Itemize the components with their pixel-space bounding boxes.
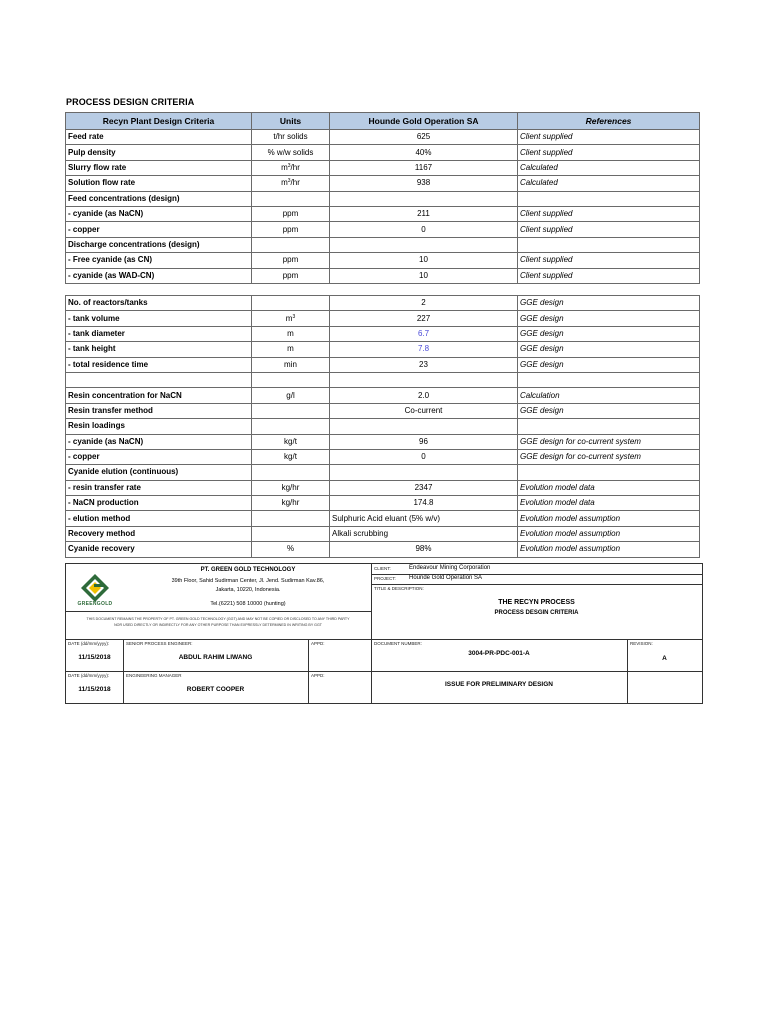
client-value: Endeavour Mining Corporation <box>409 565 491 571</box>
criteria-label: - copper <box>66 449 252 464</box>
issue-status: ISSUE FOR PRELIMINARY DESIGN <box>445 681 553 688</box>
units-superscript: 3 <box>287 178 291 185</box>
criteria-label: Pulp density <box>66 145 252 160</box>
table-row <box>66 542 700 557</box>
reference-cell: Evolution model assumption <box>518 511 700 526</box>
document-subtitle: PROCESS DESGIN CRITERIA <box>494 610 579 616</box>
reference-cell: GGE design <box>518 296 700 311</box>
criteria-label: - resin transfer rate <box>66 480 252 495</box>
company-telephone: Tel.(6221) 508 10000 (hunting) <box>210 601 286 607</box>
value-cell: 0 <box>330 222 518 237</box>
reference-cell <box>518 191 700 206</box>
reference-cell: GGE design <box>518 357 700 372</box>
property-notice-line-1: THIS DOCUMENT REMAINS THE PROPERTY OF PT. GREEN GOLD TECHNOLOGY (GGT) AND MAY NOT BE COPIED OR DISCLOSED TO ANY THIRD PARTY <box>86 617 350 621</box>
title-block <box>65 563 703 704</box>
table-row <box>66 372 700 387</box>
criteria-label: Slurry flow rate <box>66 160 252 175</box>
appd-label-2: APPD: <box>311 673 325 678</box>
units-cell: m <box>252 342 330 357</box>
design-criteria-table <box>65 112 700 284</box>
manager-label: ENGINEERING MANAGER <box>126 673 182 678</box>
table-row <box>66 419 700 434</box>
value-cell: 1167 <box>330 160 518 175</box>
units-cell <box>252 372 330 387</box>
units-cell: g/l <box>252 388 330 403</box>
project-label: PROJECT: <box>374 576 396 581</box>
reference-cell: Client supplied <box>518 253 700 268</box>
units-superscript: 3 <box>292 313 296 320</box>
units-cell <box>252 419 330 434</box>
value-cell <box>330 419 518 434</box>
value-cell: 211 <box>330 206 518 221</box>
reference-cell: GGE design <box>518 326 700 341</box>
table-row <box>66 160 700 175</box>
table-row <box>66 342 700 357</box>
address-line-1: 39th Floor, Sahid Sudirman Center, Jl. Jend. Sudirman Kav.86, <box>171 578 325 584</box>
revision-value: A <box>662 655 667 662</box>
criteria-label: Resin concentration for NaCN <box>66 388 252 403</box>
criteria-label: - Free cyanide (as CN) <box>66 253 252 268</box>
value-cell: 10 <box>330 268 518 283</box>
units-cell <box>252 403 330 418</box>
criteria-label: - total residence time <box>66 357 252 372</box>
criteria-label: - tank diameter <box>66 326 252 341</box>
units-base: m <box>281 178 288 188</box>
value-cell: Alkali scrubbing <box>330 526 518 541</box>
document-number-label: DOCUMENT NUMBER: <box>374 641 422 646</box>
units-cell <box>252 176 330 191</box>
value-cell: 7.8 <box>330 342 518 357</box>
reference-cell: Client supplied <box>518 268 700 283</box>
criteria-label: Cyanide elution (continuous) <box>66 465 252 480</box>
table-row <box>66 176 700 191</box>
table-row <box>66 388 700 403</box>
criteria-label: - cyanide (as WAD-CN) <box>66 268 252 283</box>
value-cell: 625 <box>330 130 518 145</box>
table-row <box>66 206 700 221</box>
value-cell: 98% <box>330 542 518 557</box>
criteria-label: - NaCN production <box>66 496 252 511</box>
reference-cell: Evolution model data <box>518 480 700 495</box>
reference-cell: Evolution model assumption <box>518 526 700 541</box>
document-title: THE RECYN PROCESS <box>498 599 575 606</box>
date-value-1: 11/15/2018 <box>78 654 111 661</box>
value-cell: Co-current <box>330 403 518 418</box>
units-cell <box>252 296 330 311</box>
reference-cell: Client supplied <box>518 130 700 145</box>
units-cell <box>252 465 330 480</box>
reference-cell: Calculated <box>518 160 700 175</box>
units-cell: % <box>252 542 330 557</box>
value-cell: 10 <box>330 253 518 268</box>
table-row <box>66 496 700 511</box>
reference-cell: Client supplied <box>518 145 700 160</box>
address-line-2: Jakarta, 10220, Indonesia. <box>215 587 281 593</box>
units-cell: ppm <box>252 206 330 221</box>
table-row <box>66 511 700 526</box>
units-cell: m <box>252 326 330 341</box>
engineer-name: ABDUL RAHIM LIWANG <box>178 654 253 661</box>
value-cell: 6.7 <box>330 326 518 341</box>
value-cell <box>330 372 518 387</box>
table-row <box>66 191 700 206</box>
criteria-label: Feed concentrations (design) <box>66 191 252 206</box>
units-cell <box>252 526 330 541</box>
reference-cell <box>518 372 700 387</box>
value-cell <box>330 237 518 252</box>
criteria-label: Resin loadings <box>66 419 252 434</box>
page-title: PROCESS DESIGN CRITERIA <box>66 97 195 107</box>
reference-cell: GGE design for co-current system <box>518 449 700 464</box>
criteria-label: - cyanide (as NaCN) <box>66 434 252 449</box>
table-row <box>66 237 700 252</box>
criteria-label: - copper <box>66 222 252 237</box>
criteria-label: Resin transfer method <box>66 403 252 418</box>
reference-cell: Client supplied <box>518 222 700 237</box>
reference-cell: Evolution model assumption <box>518 542 700 557</box>
units-cell: min <box>252 357 330 372</box>
table-row <box>66 222 700 237</box>
date-label-1: DATE (dd/mm/yyyy): <box>68 641 110 646</box>
units-cell <box>252 237 330 252</box>
logo-text: GREENGOLD <box>77 601 113 607</box>
value-cell: Sulphuric Acid eluant (5% w/v) <box>330 511 518 526</box>
units-cell <box>252 191 330 206</box>
reference-cell <box>518 237 700 252</box>
value-cell: 2 <box>330 296 518 311</box>
units-cell: kg/t <box>252 434 330 449</box>
date-value-2: 11/15/2018 <box>78 686 111 693</box>
criteria-label: - elution method <box>66 511 252 526</box>
company-address <box>150 577 346 595</box>
table-row <box>66 296 700 311</box>
units-cell: ppm <box>252 222 330 237</box>
table-row <box>66 357 700 372</box>
date-label-2: DATE (dd/mm/yyyy): <box>68 673 110 678</box>
units-cell: kg/hr <box>252 496 330 511</box>
value-cell <box>330 191 518 206</box>
table-row <box>66 130 700 145</box>
reference-cell: GGE design <box>518 403 700 418</box>
units-cell: kg/hr <box>252 480 330 495</box>
value-cell: 938 <box>330 176 518 191</box>
units-cell: ppm <box>252 253 330 268</box>
property-notice-line-2: NOR USED DIRECTLY OR INDIRECTLY FOR ANY OTHER PURPOSE THAN EXPRESSLY DETERMINED IN WRITING BY GGT <box>114 623 322 627</box>
criteria-label: Feed rate <box>66 130 252 145</box>
reactor-design-table <box>65 295 700 558</box>
units-tail: /hr <box>290 178 300 188</box>
units-tail: /hr <box>290 162 300 172</box>
table-row <box>66 268 700 283</box>
reference-cell: Client supplied <box>518 206 700 221</box>
table-header-row <box>66 113 700 130</box>
table-row <box>66 311 700 326</box>
appd-label-1: APPD: <box>311 641 325 646</box>
table-row <box>66 326 700 341</box>
units-base: m <box>281 162 288 172</box>
document-number: 3004-PR-PDC-001-A <box>468 650 530 657</box>
units-superscript: 3 <box>287 162 291 169</box>
table-row <box>66 145 700 160</box>
header-criteria: Recyn Plant Design Criteria <box>66 113 252 130</box>
project-value: Hounde Gold Operation SA <box>409 575 483 581</box>
company-name: PT. GREEN GOLD TECHNOLOGY <box>200 567 296 573</box>
reference-cell: Calculation <box>518 388 700 403</box>
value-cell: 0 <box>330 449 518 464</box>
criteria-label: Discharge concentrations (design) <box>66 237 252 252</box>
criteria-label: - cyanide (as NaCN) <box>66 206 252 221</box>
revision-label: REVISION: <box>630 641 653 646</box>
criteria-label <box>66 372 252 387</box>
value-cell: 2.0 <box>330 388 518 403</box>
client-label: CLIENT: <box>374 566 391 571</box>
units-cell: t/hr solids <box>252 130 330 145</box>
units-cell: % w/w solids <box>252 145 330 160</box>
reference-cell: GGE design <box>518 311 700 326</box>
value-cell: 23 <box>330 357 518 372</box>
criteria-label: Solution flow rate <box>66 176 252 191</box>
table-row <box>66 480 700 495</box>
table-row <box>66 434 700 449</box>
units-cell: kg/t <box>252 449 330 464</box>
reference-cell <box>518 419 700 434</box>
table-row <box>66 465 700 480</box>
table-row <box>66 449 700 464</box>
value-cell: 40% <box>330 145 518 160</box>
header-units: Units <box>252 113 330 130</box>
table-row <box>66 253 700 268</box>
criteria-label: Recovery method <box>66 526 252 541</box>
table-row <box>66 403 700 418</box>
property-notice <box>68 616 368 628</box>
reference-cell: GGE design <box>518 342 700 357</box>
header-references: References <box>518 113 700 130</box>
value-cell: 2347 <box>330 480 518 495</box>
value-cell: 227 <box>330 311 518 326</box>
units-base: m <box>285 313 293 323</box>
value-cell <box>330 465 518 480</box>
reference-cell <box>518 465 700 480</box>
engineer-label: SENIOR PROCESS ENGINEER: <box>126 641 193 646</box>
criteria-label: - tank height <box>66 342 252 357</box>
header-operation: Hounde Gold Operation SA <box>330 113 518 130</box>
criteria-label: - tank volume <box>66 311 252 326</box>
units-cell <box>252 311 330 326</box>
value-cell: 174.8 <box>330 496 518 511</box>
criteria-label: No. of reactors/tanks <box>66 296 252 311</box>
reference-cell: Calculated <box>518 176 700 191</box>
units-cell <box>252 511 330 526</box>
units-cell <box>252 160 330 175</box>
reference-cell: GGE design for co-current system <box>518 434 700 449</box>
reference-cell: Evolution model data <box>518 496 700 511</box>
units-cell: ppm <box>252 268 330 283</box>
value-cell: 96 <box>330 434 518 449</box>
title-description-label: TITLE & DESCRIPTION: <box>374 586 424 591</box>
table-row <box>66 526 700 541</box>
criteria-label: Cyanide recovery <box>66 542 252 557</box>
manager-name: ROBERT COOPER <box>186 686 245 693</box>
